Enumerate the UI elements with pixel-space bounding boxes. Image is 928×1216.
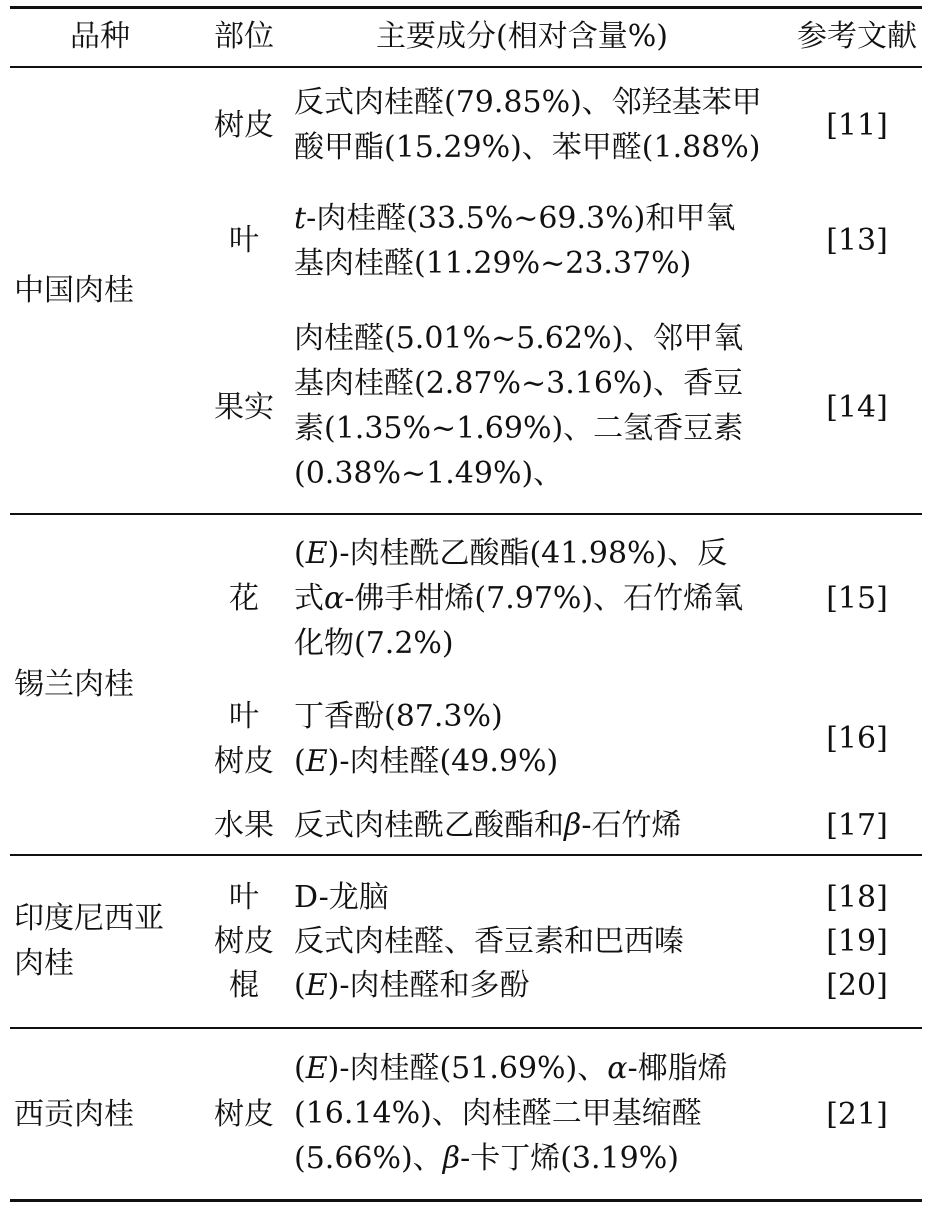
group-separator xyxy=(10,1027,922,1029)
group-separator xyxy=(10,854,922,856)
components-cell xyxy=(294,739,794,784)
part-cell: 果实 xyxy=(214,390,274,425)
part-cell: 树皮 xyxy=(214,744,274,779)
rich-line: (E)-肉桂醛(51.69%)、α-椰脂烯 xyxy=(294,1051,728,1086)
components-cell xyxy=(294,963,794,1008)
reference-cell: [11] xyxy=(826,108,888,143)
reference-cell: [18] xyxy=(826,880,888,915)
components-cell: (E)-肉桂醛(51.69%)、α-椰脂烯 (16.14%)、肉桂醛二甲基缩醛 (5.66%)、β-卡丁烯(3.19%) xyxy=(294,1046,794,1181)
species-name: 锡兰肉桂 xyxy=(14,667,134,702)
components-cell: 反式肉桂醛、香豆素和巴西嗪 xyxy=(294,924,684,959)
rich-line: (E)-肉桂酰乙酸酯(41.98%)、反 xyxy=(294,536,728,571)
part-cell: 棍 xyxy=(229,968,259,1003)
header-species: 品种 xyxy=(70,19,130,54)
reference-cell: [17] xyxy=(826,808,888,843)
part-cell: 叶 xyxy=(229,223,259,258)
part-cell: 花 xyxy=(229,581,259,616)
part-cell: 树皮 xyxy=(214,1097,274,1132)
components-cell xyxy=(294,803,794,848)
reference-cell: [15] xyxy=(826,581,888,616)
header-components: 主要成分(相对含量%) xyxy=(376,19,668,54)
part-cell: 水果 xyxy=(214,808,274,843)
species-name: 印度尼西亚 肉桂 xyxy=(14,901,164,981)
part-cell: 叶 xyxy=(229,699,259,734)
rich-line: (E)-肉桂醛(49.9%) xyxy=(294,744,559,779)
components-cell: 丁香酚(87.3%) xyxy=(294,699,503,734)
table-top-rule xyxy=(10,6,922,9)
rich-line: t-肉桂醛(33.5%~69.3%)和甲氧 xyxy=(294,201,736,236)
rich-line: 式α-佛手柑烯(7.97%)、石竹烯氧 xyxy=(294,581,744,616)
group-separator xyxy=(10,513,922,515)
reference-cell: [14] xyxy=(826,390,888,425)
components-cell: 反式肉桂醛(79.85%)、邻羟基苯甲 酸甲酯(15.29%)、苯甲醛(1.88%) xyxy=(294,85,762,165)
rich-line: (E)-肉桂醛和多酚 xyxy=(294,968,530,1003)
components-cell: D-龙脑 xyxy=(294,880,389,915)
components-cell: t-肉桂醛(33.5%~69.3%)和甲氧 基肉桂醛(11.29%~23.37%) xyxy=(294,196,794,286)
header-rule xyxy=(10,66,922,68)
reference-cell: [21] xyxy=(826,1097,888,1132)
rich-line: (5.66%)、β-卡丁烯(3.19%) xyxy=(294,1141,679,1176)
reference-cell: [20] xyxy=(826,968,888,1003)
rich-line: 反式肉桂酰乙酸酯和β-石竹烯 xyxy=(294,808,682,843)
components-cell: 肉桂醛(5.01%~5.62%)、邻甲氧 基肉桂醛(2.87%~3.16%)、香豆 素(1.35%~1.69%)、二氢香豆素 (0.38%~1.49%)、 xyxy=(294,321,744,491)
reference-cell: [13] xyxy=(826,223,888,258)
part-cell: 树皮 xyxy=(214,924,274,959)
header-reference: 参考文献 xyxy=(797,19,917,54)
components-cell: (E)-肉桂酰乙酸酯(41.98%)、反 式α-佛手柑烯(7.97%)、石竹烯氧 化物(7.2%) xyxy=(294,531,794,666)
species-name: 中国肉桂 xyxy=(14,273,134,308)
species-name: 西贡肉桂 xyxy=(14,1097,134,1132)
part-cell: 叶 xyxy=(229,880,259,915)
header-part: 部位 xyxy=(214,19,274,54)
part-cell: 树皮 xyxy=(214,108,274,143)
reference-cell: [19] xyxy=(826,924,888,959)
table-bottom-rule xyxy=(10,1199,922,1202)
reference-cell: [16] xyxy=(826,721,888,756)
